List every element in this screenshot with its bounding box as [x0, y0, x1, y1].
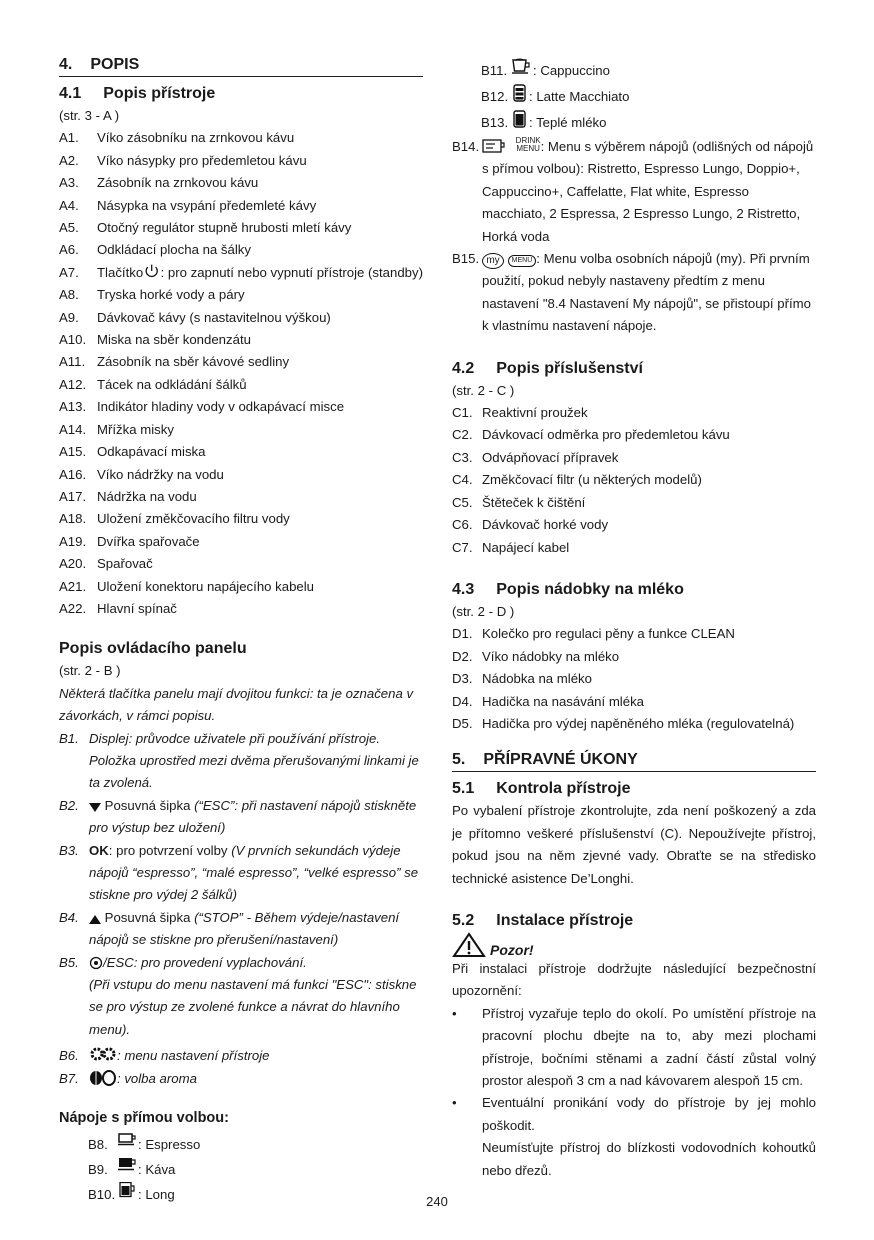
section-4-heading: [59, 56, 423, 77]
list-item: A17. Nádržka na vodu: [59, 488, 197, 504]
list-item: A21. Uložení konektoru napájecího kabelu: [59, 578, 315, 594]
b3-item: B3. OK: pro potvrzení volby (V prvních sekundách výdeje nápojů “espresso”, “malé espresso”, “velké espresso” se stiskne pro výdej 2 šálků): [59, 842, 419, 903]
list-item: A5. Otočný regulátor stupně hrubosti mletí kávy: [59, 220, 352, 236]
section-5-1-text: Po vybalení přístroje zkontrolujte, zda není poškozený a zda je přítomno veškeré příslušenství (C). Nepoužívejte přístroj, pokud jsou na něm zjevné vady. Obraťte se na středisko technické asistence De’Longhi.: [452, 803, 816, 886]
b9-item: B9. : Káva: [88, 1157, 423, 1182]
drink-menu-icon: [482, 139, 512, 154]
page-ref: (str. 3 - A ): [59, 108, 120, 123]
page-number: 240: [426, 1194, 448, 1209]
list-item: A11. Zásobník na sběr kávové sedliny: [59, 354, 290, 370]
right-column: [452, 58, 816, 1182]
b7-item: B7. : volba aroma: [59, 1070, 197, 1086]
page-ref: (str. 2 - D ): [452, 603, 515, 619]
section-number: 4.2: [452, 359, 475, 377]
section-number: 4.1: [59, 85, 82, 102]
arrow-up-icon: [89, 913, 101, 925]
section-number: 4.: [59, 56, 73, 73]
panel-heading: Popis ovládacího panelu: [59, 640, 247, 658]
a-list: [59, 127, 423, 620]
list-item: A10. Miska na sběr kondenzátu: [59, 332, 251, 348]
b12-item: B12. : Latte Macchiato: [481, 84, 816, 110]
section-4-1-heading: [59, 85, 423, 103]
list-item: D3. Nádobka na mléko: [452, 671, 592, 687]
settings-gears-icon: [89, 1045, 117, 1063]
list-item: C5. Štěteček k čištění: [452, 494, 586, 510]
warning-label: Pozor!: [490, 941, 534, 958]
b13-item: B13. : Teplé mléko: [481, 110, 816, 136]
list-item: A22. Hlavní spínač: [59, 600, 177, 616]
section-5-heading: [452, 751, 816, 772]
section-title: Popis příslušenství: [496, 359, 643, 377]
bullet: •: [452, 1005, 457, 1021]
rinse-icon: [89, 956, 103, 970]
c-list: [452, 402, 816, 559]
section-title: Popis přístroje: [103, 85, 216, 102]
list-item: C1. Reaktivní proužek: [452, 405, 588, 421]
section-number: 4.3: [452, 580, 475, 598]
warning-block: [452, 932, 816, 958]
coffee-cup-icon: [118, 1157, 138, 1171]
b6-item: B6. : menu nastavení přístroje: [59, 1045, 423, 1067]
section-number: 5.1: [452, 780, 475, 798]
cappuccino-cup-icon: [511, 58, 533, 74]
b5-item: B5. /ESC: pro provedení vyplachování. (Při vstupu do menu nastavení má funkci "ESC": stiskne se pro výstup ze zvolené funkce a návrat do hlavního menu).: [59, 954, 417, 1037]
list-item: C4. Změkčovací filtr (u některých modelů): [452, 472, 702, 488]
b1-item: B1. Displej: průvodce uživatele při používání přístroje. Položka uprostřed mezi dvěma přerušovanými linkami je ta zvolená.: [59, 730, 419, 791]
section-4-2-heading: [452, 360, 816, 378]
list-item: D4. Hadička na nasávání mléka: [452, 693, 645, 709]
latte-glass-icon: [511, 84, 529, 102]
list-item: A15. Odkapávací miska: [59, 444, 206, 460]
aroma-bean-icon: [89, 1070, 117, 1086]
espresso-cup-icon: [118, 1132, 138, 1146]
list-item: A6. Odkládací plocha na šálky: [59, 242, 251, 258]
section-title: Popis nádobky na mléko: [496, 580, 684, 598]
power-icon: [143, 262, 160, 280]
section-5-2-intro: Při instalaci přístroje dodržujte následující bezpečnostní upozornění:: [452, 960, 816, 999]
list-item: A13. Indikátor hladiny vody v odkapávací misce: [59, 399, 345, 415]
b8-item: B8. : Espresso: [88, 1132, 423, 1157]
list-item: A14. Mřížka misky: [59, 421, 174, 437]
list-item: C3. Odvápňovací přípravek: [452, 449, 619, 465]
section-title: Instalace přístroje: [496, 911, 634, 929]
list-item: D1. Kolečko pro regulaci pěny a funkce CLEAN: [452, 626, 735, 642]
list-item: • Eventuální pronikání vody do přístroje by jej mohlo poškodit. Neumísťujte přístroj do blízkosti vodovodních kohoutků nebo dřezů.: [452, 1092, 816, 1182]
b2-item: B2. Posuvná šipka (“ESC”: při nastavení nápojů stiskněte pro výstup bez uložení): [59, 797, 417, 836]
section-number: 5.: [452, 751, 466, 769]
left-column: [59, 56, 423, 1207]
list-item: D5. Hadička pro výdej napěněného mléka (regulovatelná): [452, 715, 795, 731]
section-number: 5.2: [452, 911, 475, 929]
section-5-2-heading: [452, 912, 816, 930]
section-title: Kontrola přístroje: [496, 780, 631, 798]
b11-item: B11. : Cappuccino: [481, 58, 816, 84]
list-item: A2. Víko násypky pro předemletou kávu: [59, 152, 307, 168]
section-title: PŘÍPRAVNÉ ÚKONY: [483, 751, 638, 769]
list-item: D2. Víko nádobky na mléko: [452, 648, 620, 664]
list-item: • Přístroj vyzařuje teplo do okolí. Po umístění přístroje na pracovní plochu dbejte na to, aby mezi plochami přístroje, bočními stěnami a zadní částí zůstal volný prostor alespoň 3 cm a nad kávovarem alespoň 15 cm.: [452, 1003, 816, 1093]
page-ref: (str. 2 - C ): [452, 382, 515, 398]
list-item: A20. Spařovač: [59, 556, 153, 572]
list-item: C2. Dávkovací odměrka pro předemletou kávu: [452, 427, 730, 443]
page-ref: (str. 2 - B ): [59, 663, 121, 679]
list-item: A18. Uložení změkčovacího filtru vody: [59, 511, 290, 527]
list-item: A19. Dvířka spařovače: [59, 533, 200, 549]
section-title: POPIS: [90, 56, 140, 73]
b15-item: B15. my MENU : Menu volba osobních nápojů (my). Při prvním použití, pokud nebyly nastaveny předtím z menu nastavení "8.4 Nastavení My nápojů", se přistoupí přímo k vlastnímu nastavení nápoje.: [452, 251, 811, 334]
list-item: A12. Tácek na odkládání šálků: [59, 376, 247, 392]
b4-item: B4. Posuvná šipka (“STOP” - Během výdeje/nastavení nápojů se stiskne pro přerušení/nastavení): [59, 909, 400, 948]
direct-drinks-heading: Nápoje s přímou volbou:: [59, 1110, 229, 1127]
list-item: A3. Zásobník na zrnkovou kávu: [59, 175, 259, 191]
section-5-1-heading: [452, 780, 816, 798]
bullet: •: [452, 1095, 457, 1111]
arrow-down-icon: [89, 801, 101, 813]
list-item: A1. Víko zásobníku na zrnkovou kávu: [59, 130, 295, 146]
list-item: A7. Tlačítko : pro zapnutí nebo vypnutí přístroje (standby): [59, 262, 423, 284]
list-item: C7. Napájecí kabel: [452, 539, 570, 555]
b14-item: B14. DRINK MENU: Menu s výběrem nápojů (odlišných od nápojů s přímou volbou): Ristretto, Espresso Lungo, Doppio+, Cappuccino+, Caffelatte, Flat white, Espresso macchiato, 2 Espressa, 2 Espresso Lungo, 2 Ristretto, Horká voda: [452, 136, 814, 244]
warm-milk-icon: [511, 110, 529, 128]
menu-badge: MENU: [508, 255, 537, 267]
list-item: A8. Tryska horké vody a páry: [59, 287, 245, 303]
list-item: A4. Násypka na vsypání předemleté kávy: [59, 197, 317, 213]
drink-menu-label: DRINK MENU: [515, 136, 541, 153]
my-icon: my: [482, 253, 504, 269]
list-item: A16. Víko nádržky na vodu: [59, 466, 224, 482]
panel-intro: Některá tlačítka panelu mají dvojitou funkci: ta je označena v závorkách, v rámci popisu.: [59, 685, 414, 724]
b10-item: B10. : Long: [88, 1182, 423, 1207]
warning-icon: [452, 932, 486, 958]
d-list: [452, 623, 816, 735]
list-item: C6. Dávkovač horké vody: [452, 517, 609, 533]
section-4-3-heading: [452, 581, 816, 599]
list-item: A9. Dávkovač kávy (s nastavitelnou výškou): [59, 309, 331, 325]
